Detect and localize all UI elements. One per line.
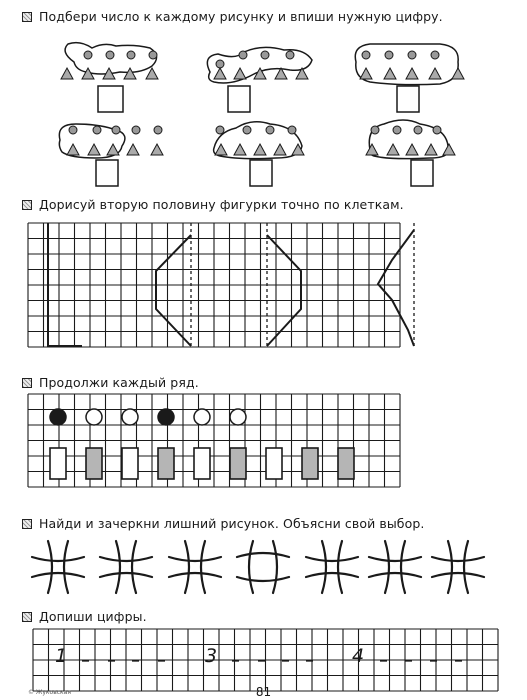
digit-3: 3 xyxy=(205,645,218,667)
written-digits xyxy=(55,645,364,667)
task-5-text: Допиши цифры. xyxy=(39,609,147,624)
task-4-text: Найди и зачеркни лишний рисунок. Объясни свой выбор. xyxy=(39,516,425,531)
footer-note: © Жуковская xyxy=(28,689,71,696)
page-number: 81 xyxy=(255,685,272,699)
task-1-text: Подбери число к каждому рисунку и впиши нужную цифру. xyxy=(39,9,443,24)
grid-lines xyxy=(33,629,498,691)
task-3-text: Продолжи каждый ряд. xyxy=(39,375,199,390)
task-2-text: Дорисуй вторую половину фигурки точно по клеткам. xyxy=(39,197,404,212)
digit-1: 1 xyxy=(55,645,68,667)
digit-4: 4 xyxy=(352,645,365,667)
